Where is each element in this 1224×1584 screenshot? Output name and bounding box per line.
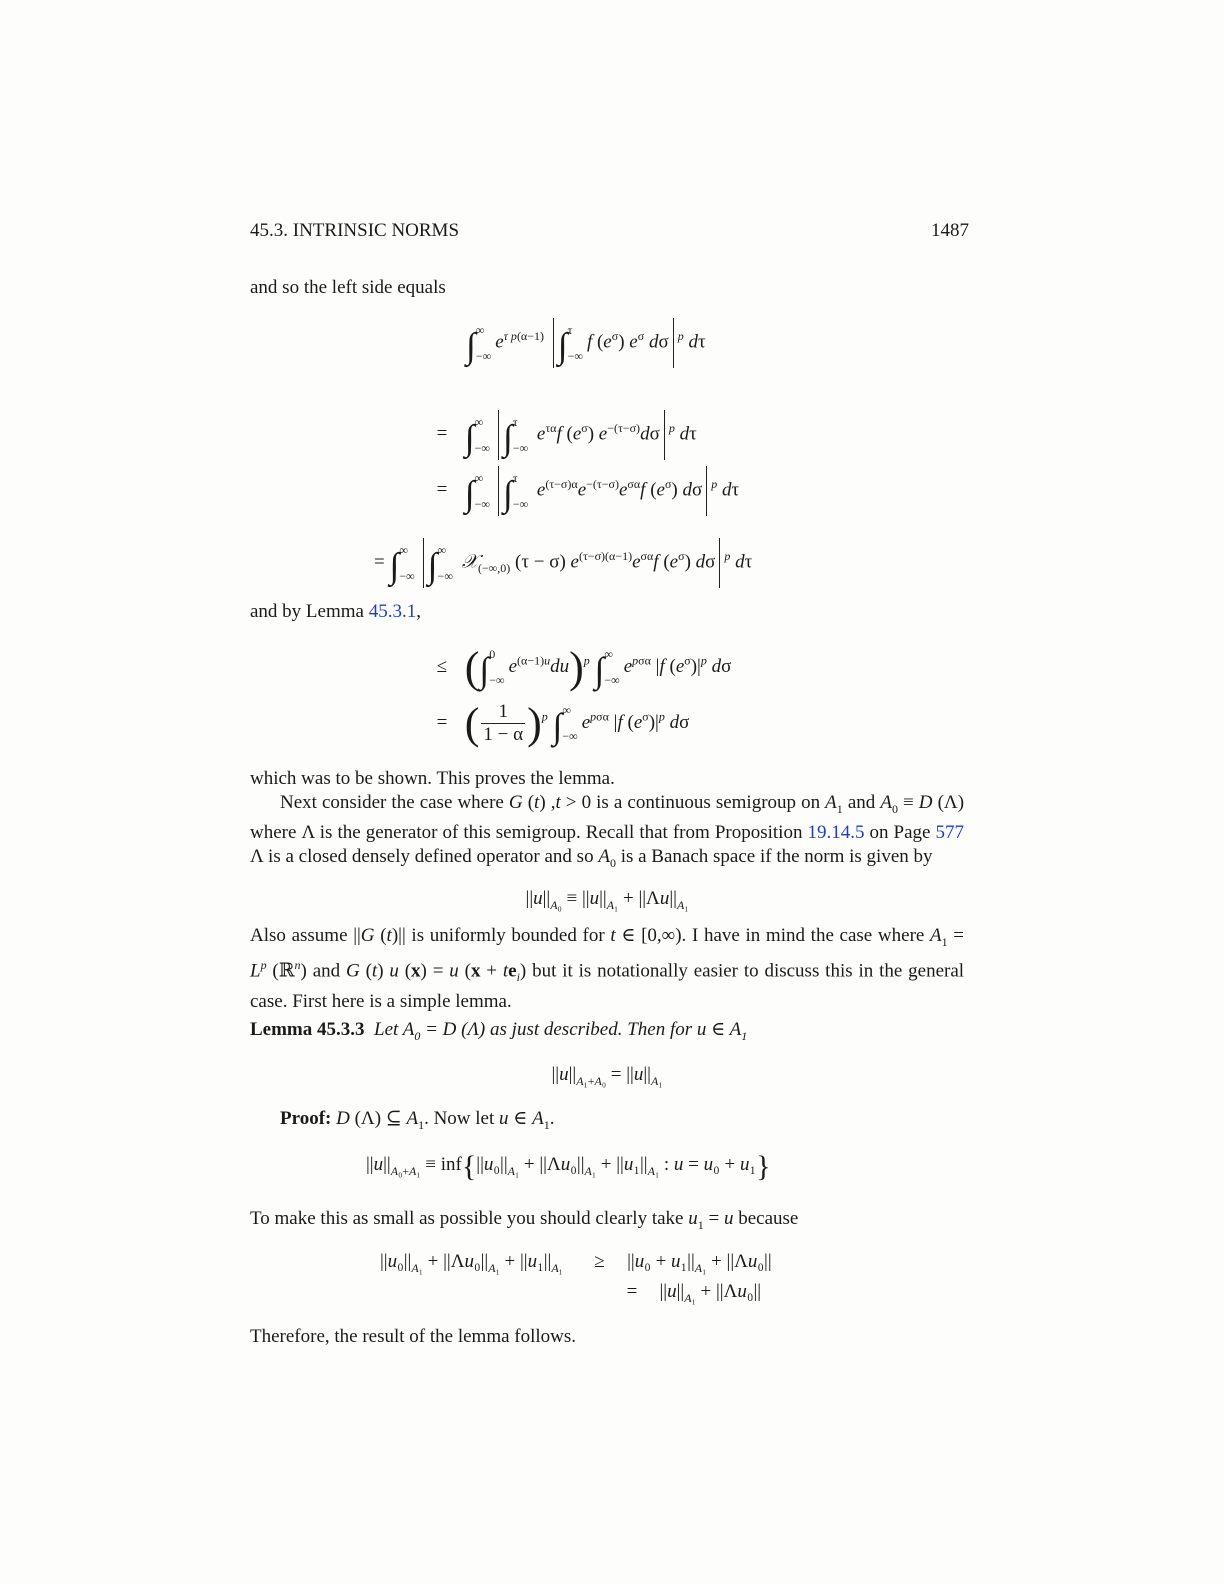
equation-step-3: = ∫∞ −∞ ∫∞ −∞ 𝒳$_{(-\infty,0)}$ (τ − σ) $e^{(\tau-\sigma)(\alpha-1)}e^{\sigma\alpha}f$ $(e^\sigma)$ dσ $^p$ dτ — [374, 538, 752, 588]
equation-lemma-norm: $||u||_{A_1+A_0} = ||u||_{A_1}$ — [551, 1064, 663, 1088]
equation-norm-a0: $||u||_{A_0} \equiv ||u||_{A_1} + ||\Lambda u||_{A_1}$ — [525, 888, 689, 912]
paragraph-semigroup: Next consider the case where G (t) ,t > 0 is a continuous semigroup on $A_1$ and $A_0 \equiv D$ (Λ) where Λ is the generator of this semigroup. Recall that from Proposition 19.14.5 on Page 577 Λ is a closed densely defined operator and so $A_0$ is a Banach space if the norm is given by — [250, 792, 965, 870]
running-header-section: 45.3. INTRINSIC NORMS — [250, 220, 460, 241]
equation-inequality-1: $||u_0||_{A_1} + ||\Lambda u_0||_{A_1} + ||u_1||_{A_1} \ge ||u_0 + u_1||_{A_1} + ||\Lambda u_0||$ — [380, 1251, 772, 1275]
paragraph-result: Therefore, the result of the lemma follows. — [250, 1326, 577, 1347]
paragraph-choice: To make this as small as possible you should clearly take $u_1 = u$ because — [250, 1208, 799, 1232]
equation-inequality-2: = $||u||_{A_1} + ||\Lambda u_0||$ — [626, 1281, 762, 1305]
page-number: 1487 — [931, 220, 969, 241]
lemma-statement: Lemma 45.3.3 Let $A_0 = D$ (Λ) as just described. Then for u ∈ $A_1$ — [250, 1019, 748, 1043]
equation-left-side: ∫∞ $-\infty e^{\tau p(\alpha-1)}$ ∫τ −∞f $(e^\sigma)$ $e^\sigma$ dσ $^p$ dτ — [466, 318, 706, 368]
page-link-577[interactable]: 577 — [935, 822, 965, 844]
paragraph-conclusion: which was to be shown. This proves the lemma. — [250, 768, 615, 789]
proof-start: Proof: D (Λ) ⊆ $A_1$. Now let u ∈ $A_1$. — [280, 1108, 555, 1132]
equation-bound-2: = ( $\frac{1}{1 - \alpha}$ )$^p$ ∫∞ $-\infty e^{p\sigma\alpha}$ |f $(e^\sigma)|^p$ dσ — [436, 699, 690, 748]
equation-inf-norm: $||u||_{A_0+A_1} \equiv inf\{||u_0||_{A_1} + ||\Lambda u_0||_{A_1} + ||u_1||_{A_1}$ : u = u₀ + u₁} — [366, 1150, 771, 1183]
paragraph-assumption: Also assume ||G (t)|| is uniformly bounded for t ∈ [0,∞). I have in mind the case where $A_1 = L^p$ (ℝ$^n$) and G (t) u (x) = u $(x + te_i)$ but it is notationally easier to discuss this in the general case. First here is a simple lemma. — [250, 925, 965, 1012]
equation-bound-1: ≤ (∫0 $-\infty e^{(\alpha-1)u}du)^p$ ∫∞ $-\infty e^{p\sigma\alpha}$ |f $(e^\sigma)|^p$ dσ — [436, 643, 732, 692]
equation-step-2: = ∫∞ −∞ ∫τ −∞ $e^{(\tau-\sigma)\alpha}e^{-(\tau-\sigma)}e^{\sigma\alpha}f$ $(e^\sigma)$ dσ $^p$ dτ — [424, 466, 739, 516]
proposition-link-19-14-5[interactable]: 19.14.5 — [807, 822, 865, 844]
equation-step-1: = ∫∞ −∞ ∫τ −∞ $e^{\tau\alpha}f$ $(e^\sigma)$ $e^{-(\tau-\sigma)}d\sigma$ $^p$ dτ — [424, 410, 697, 460]
paragraph-intro: and so the left side equals — [250, 277, 446, 298]
lemma-link-45-3-1[interactable]: 45.3.1 — [368, 601, 417, 622]
paragraph-by-lemma: and by Lemma 45.3.1, — [250, 601, 421, 622]
